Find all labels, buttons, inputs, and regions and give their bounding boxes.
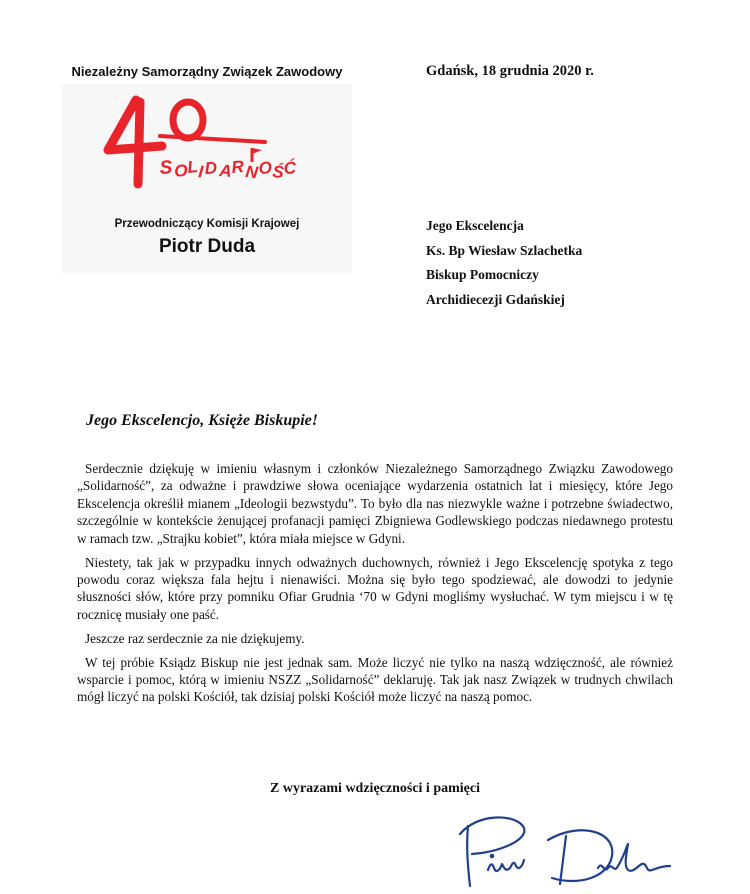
recipient-address [426,214,582,312]
solidarnosc-40-logo [100,92,300,202]
paragraph: Jeszcze raz serdecznie za nie dziękujemy. [85,630,305,646]
svg-text:O: O [257,158,273,178]
svg-text:N: N [244,162,259,183]
closing-line: Z wyrazami wdzięczności i pamięci [270,781,480,796]
letter-body [77,460,673,712]
letter-date: Gdańsk, 18 grudnia 2020 r. [426,63,594,79]
svg-text:L: L [186,156,199,177]
handwritten-signature [448,808,708,892]
svg-text:O: O [173,161,189,181]
sender-name: Piotr Duda [158,236,256,257]
svg-text:R: R [230,156,245,177]
paragraph: Niestety, tak jak w przypadku innych odważnych duchownych, również i Jego Ekscelencję spotyka z tego powodu coraz większa fala hejtu i nienawiści. Można się było tego spodziewać, ale dowodzi to jedynie słuszności słów, które przy pomniku Ofiar Grudnia ‘70 w Gdyni mogliśmy wysłuchać. W tym miejscu i w tę rocznicę musiały one paść. [77,554,673,622]
svg-text:A: A [218,161,233,181]
recipient-line: Biskup Pomocniczy [426,267,539,282]
paragraph: Serdecznie dziękuję w imieniu własnym i członków Niezależnego Samorządnego Związku Zawodowego „Solidarność”, za odważne i prawdziwe słowa oceniające wydarzenia ostatnich lat i miesięcy, które Jego Ekscelencja określił mianem „Ideologii bezwstydu”. To było dla nas niezwykle ważne i potrzebne świadectwo, szczególnie w kontekście żenującej profanacji pamięci Zbigniewa Godlewskiego podczas niedawnego protestu w ramach tzw. „Strajku kobiet”, która miała miejsce w Gdyni. [77,461,673,546]
svg-text:I: I [197,162,205,182]
svg-text:S: S [158,157,174,179]
svg-text:Ć: Ć [283,158,297,178]
paragraph: W tej próbie Ksiądz Biskup nie jest jednak sam. Może liczyć nie tylko na naszą wdzięczność, ale również wsparcie i pomoc, którą w imieniu NSZZ „Solidarność” deklaruję. Tak jak nasz Związek w trudnych chwilach mógł liczyć na polski Kościół, tak dzisiaj polski Kościół może liczyć na naszą pomoc. [77,654,673,705]
organization-name: Niezależny Samorządny Związek Zawodowy [71,64,343,79]
recipient-line: Ks. Bp Wiesław Szlachetka [426,242,583,258]
svg-text:Ś: Ś [271,162,285,182]
sender-title: Przewodniczący Komisji Krajowej [114,218,300,230]
recipient-line: Archidiecezji Gdańskiej [426,291,565,307]
recipient-line: Jego Ekscelencja [426,218,524,233]
salutation: Jego Ekscelencjo, Księże Biskupie! [86,412,318,429]
svg-text:D: D [204,158,218,178]
